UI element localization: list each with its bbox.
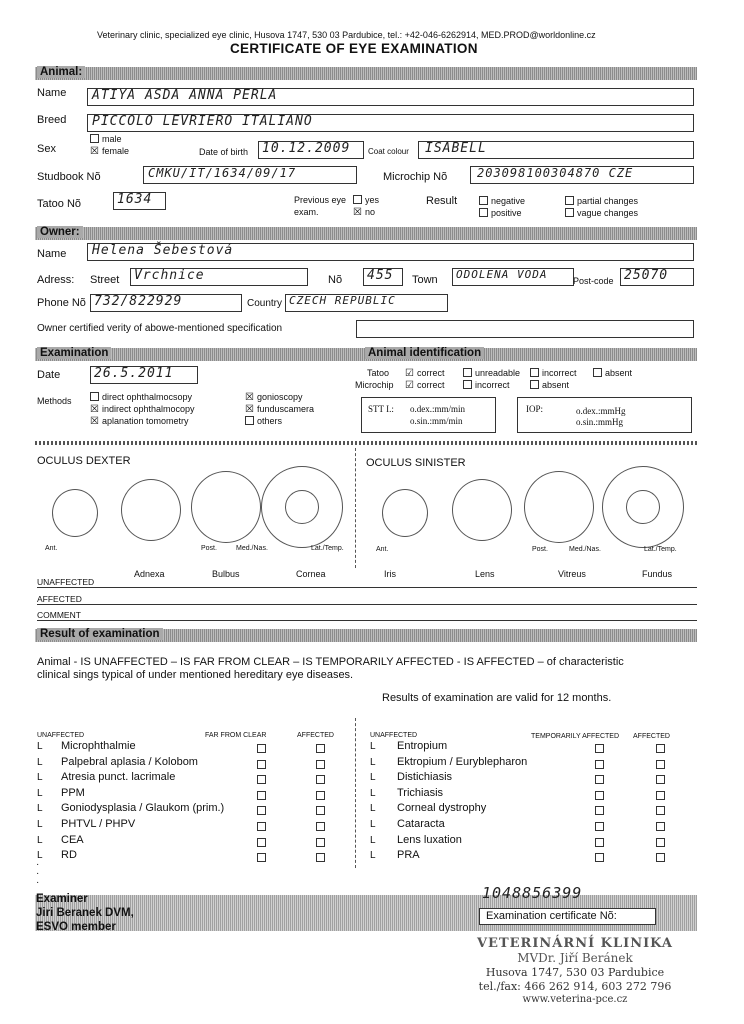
result-statement-line1: Animal - IS UNAFFECTED – IS FAR FROM CLEAR – IS TEMPORARILY AFFECTED - IS AFFECTED – of characteristic <box>37 656 624 668</box>
disease-label: PHTVL / PHPV <box>61 818 136 830</box>
studbook-label: Studbook Nõ <box>37 171 101 183</box>
postcode-field[interactable] <box>620 268 694 286</box>
page-title: CERTIFICATE OF EYE EXAMINATION <box>230 41 478 56</box>
iop-label: IOP: <box>526 404 544 414</box>
unaffected-mark[interactable]: L <box>37 819 43 830</box>
os-pupil-diagram <box>626 490 660 524</box>
coat-label: Coat colour <box>368 147 409 156</box>
validity-text: Results of examination are valid for 12 months. <box>382 692 612 704</box>
secondary-status-checkbox[interactable] <box>257 775 266 784</box>
stt-sin: o.sin.:mm/min <box>410 416 463 426</box>
address-label: Adress: <box>37 274 75 286</box>
sex-female-option[interactable]: ☒ female <box>90 146 129 157</box>
oculus-dexter-title: OCULUS DEXTER <box>37 455 131 467</box>
od-med-label: Med./Nas. <box>236 545 268 552</box>
funduscamera-checkbox-checked[interactable]: ☒ <box>245 404 254 415</box>
examination-section-band <box>35 348 697 361</box>
secondary-status-checkbox[interactable] <box>257 822 266 831</box>
owner-name-label: Name <box>37 248 67 260</box>
microchip-incorrect[interactable]: incorrect <box>463 380 510 390</box>
microchip-correct[interactable]: ☑ correct <box>405 380 445 391</box>
prev-exam-label: Previous eye <box>294 195 347 205</box>
unaffected-mark[interactable]: L <box>37 741 43 752</box>
result-vague[interactable]: vague changes <box>565 208 638 218</box>
affected-checkbox[interactable] <box>656 822 665 831</box>
tonometry-checkbox-checked[interactable]: ☒ <box>90 416 99 427</box>
vague-checkbox[interactable] <box>565 208 574 217</box>
result-label: Result <box>426 195 458 207</box>
examination-section-title: Examination <box>37 347 111 359</box>
affected-checkbox[interactable] <box>656 853 665 862</box>
unaffected-mark[interactable]: L <box>370 756 376 768</box>
result-vertical-divider <box>355 718 356 868</box>
positive-checkbox[interactable] <box>479 208 488 217</box>
left-header-unaffected: UNAFFECTED <box>37 732 85 739</box>
oculus-sinister-title: OCULUS SINISTER <box>366 457 466 469</box>
os-post-diagram <box>452 479 512 541</box>
country-field[interactable] <box>285 294 448 312</box>
disease-label: CEA <box>61 833 84 846</box>
owner-section-band <box>35 227 697 240</box>
affected-checkbox[interactable] <box>656 744 665 753</box>
yes-checkbox[interactable] <box>353 195 362 204</box>
unaffected-mark[interactable]: L <box>370 787 376 799</box>
id-microchip-label: Microchip <box>355 380 394 390</box>
affected-checkbox[interactable] <box>656 775 665 784</box>
method-direct[interactable]: direct ophthalmocsopy <box>90 392 192 402</box>
method-indirect[interactable]: ☒ indirect ophthalmocopy <box>90 404 195 415</box>
gonioscopy-checkbox-checked[interactable]: ☒ <box>245 392 254 403</box>
certificate-number-label: Examination certificate Nõ: <box>486 910 617 922</box>
tatoo-correct[interactable]: ☑ correct <box>405 368 445 379</box>
unaffected-mark[interactable]: L <box>370 819 376 830</box>
studbook-value: CMKU/IT/1634/09/17 <box>148 166 297 180</box>
unaffected-mark[interactable]: L <box>370 803 376 815</box>
eyes-vertical-divider <box>355 448 356 568</box>
secondary-status-checkbox[interactable] <box>257 853 266 862</box>
method-tonometry[interactable]: ☒ aplanation tomometry <box>90 416 189 427</box>
secondary-status-checkbox[interactable] <box>595 838 604 847</box>
unaffected-mark[interactable]: L <box>37 834 43 846</box>
phone-label: Phone Nõ <box>37 297 86 309</box>
dob-field[interactable] <box>258 141 364 159</box>
os-post-label: Post. <box>532 546 548 553</box>
unaffected-mark[interactable]: L <box>370 850 376 862</box>
col-bulbus: Bulbus <box>212 569 240 579</box>
result-statement-line2: clinical sings typical of under mentioned hereditary eye diseases. <box>37 669 354 681</box>
verity-text: Owner certified verity of abowe-mentioned specification <box>37 323 283 334</box>
exam-date-label: Date <box>37 369 61 381</box>
examiner-member: ESVO member <box>36 921 116 933</box>
disease-label: PPM <box>61 786 85 799</box>
method-funduscamera[interactable]: ☒ funduscamera <box>245 404 315 415</box>
affected-checkbox[interactable] <box>316 838 325 847</box>
affected-checkbox[interactable] <box>316 853 325 862</box>
od-lat-label: Lat./Temp. <box>311 545 344 552</box>
comment-row-line <box>37 620 697 621</box>
tatoo-unreadable-checkbox[interactable] <box>463 368 472 377</box>
prev-exam-label-2: exam. <box>294 207 319 217</box>
examiner-name: Jiri Beranek DVM, <box>36 907 134 919</box>
stt-box <box>361 397 496 433</box>
affected-checkbox[interactable] <box>316 775 325 784</box>
secondary-status-checkbox[interactable] <box>257 806 266 815</box>
owner-name-field[interactable] <box>87 243 694 261</box>
secondary-status-checkbox[interactable] <box>595 791 604 800</box>
certificate-number-value: 1048856399 <box>482 884 583 902</box>
dot-marks: · · · <box>36 859 40 888</box>
name-label: Name <box>37 87 67 99</box>
affected-row-label: AFFECTED <box>37 594 82 604</box>
result-negative[interactable]: negative <box>479 196 525 206</box>
house-no-label: Nõ <box>328 274 343 286</box>
method-others[interactable]: others <box>245 416 282 426</box>
tatoo-value: 1634 <box>117 192 153 207</box>
owner-name-value: Helena Šebestová <box>92 243 234 258</box>
unaffected-row-line <box>37 587 697 588</box>
disease-label: Distichiasis <box>397 771 453 784</box>
unaffected-mark[interactable]: L <box>37 772 43 784</box>
studbook-field[interactable] <box>143 166 357 184</box>
disease-label: Corneal dystrophy <box>397 802 487 815</box>
affected-row-line <box>37 604 697 605</box>
affected-checkbox[interactable] <box>656 791 665 800</box>
od-post-diagram <box>121 479 181 541</box>
od-pupil-diagram <box>285 490 319 524</box>
negative-checkbox[interactable] <box>479 196 488 205</box>
animal-section-title: Animal: <box>37 66 85 78</box>
unaffected-mark[interactable]: L <box>37 787 43 799</box>
country-label: Country <box>247 298 283 309</box>
iop-box <box>517 397 692 433</box>
town-value: ODOLENA VODA <box>456 268 548 281</box>
country-value: CZECH REPUBLIC <box>289 294 396 307</box>
animal-name-field[interactable] <box>87 88 694 106</box>
tatoo-incorrect-checkbox[interactable] <box>530 368 539 377</box>
unaffected-mark[interactable]: L <box>37 803 43 815</box>
secondary-status-checkbox[interactable] <box>257 744 266 753</box>
col-lens: Lens <box>475 569 495 579</box>
secondary-status-checkbox[interactable] <box>257 760 266 769</box>
microchip-incorrect-checkbox[interactable] <box>463 380 472 389</box>
right-header-temp: TEMPORARILY AFFECTED <box>531 733 620 740</box>
result-positive[interactable]: positive <box>479 208 522 218</box>
left-header-far: FAR FROM CLEAR <box>205 732 267 739</box>
house-no-value: 455 <box>367 268 394 283</box>
affected-checkbox[interactable] <box>656 806 665 815</box>
tatoo-label: Tatoo Nõ <box>37 198 82 210</box>
od-ant-label: Ant. <box>45 545 58 552</box>
street-label: Street <box>90 274 120 286</box>
house-no-field[interactable] <box>363 268 403 286</box>
stt-label: STT I.: <box>368 404 394 414</box>
iop-sin: o.sin.:mmHg <box>576 417 624 427</box>
exam-date-value: 26.5.2011 <box>94 366 174 381</box>
partial-checkbox[interactable] <box>565 196 574 205</box>
tatoo-unreadable[interactable]: unreadable <box>463 368 520 378</box>
clinic-header: Veterinary clinic, specialized eye clinic, Husova 1747, 530 03 Pardubice, tel.: +42-046-6262914, MED.PROD@worldonline.cz <box>97 30 596 40</box>
tatoo-absent[interactable]: absent <box>593 368 632 378</box>
affected-checkbox[interactable] <box>316 822 325 831</box>
col-adnexa: Adnexa <box>134 569 165 579</box>
disease-label: Cataracta <box>397 818 445 830</box>
breed-value: PICCOLO LEVRIERO ITALIANO <box>92 114 313 129</box>
right-header-affected: AFFECTED <box>633 733 670 740</box>
certificate-number-field[interactable] <box>479 908 656 925</box>
affected-checkbox[interactable] <box>656 760 665 769</box>
unaffected-row-label: UNAFFECTED <box>37 577 95 587</box>
microchip-absent[interactable]: absent <box>530 380 569 390</box>
secondary-status-checkbox[interactable] <box>595 744 604 753</box>
stamp-web: www.veterina-pce.cz <box>522 994 628 1005</box>
others-checkbox[interactable] <box>245 416 254 425</box>
postcode-value: 25070 <box>624 268 669 283</box>
disease-label: PRA <box>397 849 420 862</box>
direct-checkbox[interactable] <box>90 392 99 401</box>
unaffected-mark[interactable]: L <box>37 756 43 768</box>
col-fundus: Fundus <box>642 569 673 579</box>
exam-date-field[interactable] <box>90 366 198 384</box>
id-tatoo-label: Tatoo <box>367 368 390 378</box>
col-cornea: Cornea <box>296 569 326 579</box>
identification-section-title: Animal identification <box>365 347 484 359</box>
microchip-field[interactable] <box>470 166 694 184</box>
left-header-affected: AFFECTED <box>297 732 334 739</box>
os-med-label: Med./Nas. <box>569 546 601 553</box>
indirect-checkbox-checked[interactable]: ☒ <box>90 404 99 415</box>
coat-value: ISABELL <box>425 141 487 156</box>
col-iris: Iris <box>384 569 396 579</box>
street-value: Vrchnice <box>134 268 205 283</box>
dob-value: 10.12.2009 <box>262 141 351 156</box>
affected-checkbox[interactable] <box>316 806 325 815</box>
stamp-phone: tel./fax: 466 262 914, 603 272 796 <box>478 980 672 993</box>
microchip-absent-checkbox[interactable] <box>530 380 539 389</box>
microchip-value: 203098100304870 CZE <box>477 166 634 180</box>
unaffected-mark[interactable]: L <box>37 850 43 862</box>
breed-field[interactable] <box>87 114 694 132</box>
tatoo-absent-checkbox[interactable] <box>593 368 602 377</box>
disease-label: Ektropium / Euryblepharon <box>397 755 528 768</box>
method-gonioscopy[interactable]: ☒ gonioscopy <box>245 392 303 403</box>
od-med-diagram <box>191 471 261 543</box>
os-ant-diagram <box>382 489 428 537</box>
os-lat-label: Lat./Temp. <box>644 546 677 553</box>
prev-exam-yes[interactable]: yes <box>353 195 379 205</box>
affected-checkbox[interactable] <box>656 838 665 847</box>
street-field[interactable] <box>130 268 308 286</box>
disease-label: Lens luxation <box>397 833 462 846</box>
phone-field[interactable] <box>90 294 242 312</box>
phone-value: 732/822929 <box>94 294 183 309</box>
stamp-address: Husova 1747, 530 03 Pardubice <box>485 966 665 979</box>
methods-label: Methods <box>37 396 72 406</box>
iop-dex: o.dex.:mmHg <box>576 406 626 416</box>
dob-label: Date of birth <box>199 147 249 157</box>
stamp-clinic-name: VETERINÁRNÍ KLINIKA <box>476 936 674 951</box>
male-checkbox[interactable] <box>90 134 99 143</box>
secondary-status-checkbox[interactable] <box>595 853 604 862</box>
owner-section-title: Owner: <box>37 226 83 238</box>
col-vitreus: Vitreus <box>558 569 586 579</box>
breed-label: Breed <box>37 114 67 126</box>
postcode-label: Post-code <box>573 276 614 286</box>
result-section-title: Result of examination <box>37 628 163 640</box>
result-section-band <box>35 629 697 642</box>
female-checkbox-checked[interactable]: ☒ <box>90 146 99 157</box>
disease-label: Trichiasis <box>397 786 444 799</box>
secondary-status-checkbox[interactable] <box>595 806 604 815</box>
no-checkbox-checked[interactable]: ☒ <box>353 207 362 218</box>
tatoo-incorrect[interactable]: incorrect <box>530 368 577 378</box>
disease-label: Microphthalmie <box>61 740 136 752</box>
examiner-label: Examiner <box>36 893 88 905</box>
town-field[interactable] <box>452 268 574 286</box>
disease-label: Palpebral aplasia / Kolobom <box>61 755 198 768</box>
disease-label: Atresia punct. lacrimale <box>61 771 176 784</box>
town-label: Town <box>412 274 438 286</box>
secondary-status-checkbox[interactable] <box>595 760 604 769</box>
secondary-status-checkbox[interactable] <box>257 838 266 847</box>
os-ant-label: Ant. <box>376 546 389 553</box>
owner-signature-field[interactable] <box>356 320 694 338</box>
animal-section-band <box>35 67 697 80</box>
unaffected-mark[interactable]: L <box>370 772 376 784</box>
unaffected-mark[interactable]: L <box>370 741 376 752</box>
unaffected-mark[interactable]: L <box>370 834 376 846</box>
affected-checkbox[interactable] <box>316 791 325 800</box>
prev-exam-no[interactable]: ☒ no <box>353 207 375 218</box>
stt-dex: o.dex.:mm/min <box>410 404 465 414</box>
secondary-status-checkbox[interactable] <box>595 775 604 784</box>
os-med-diagram <box>524 471 594 543</box>
coat-field[interactable] <box>418 141 694 159</box>
tatoo-correct-checkbox[interactable]: ☑ <box>405 368 414 379</box>
sex-label: Sex <box>37 143 56 155</box>
right-header-unaffected: UNAFFECTED <box>370 732 418 739</box>
sex-male-option[interactable]: male <box>90 134 122 144</box>
disease-label: Goniodysplasia / Glaukom (prim.) <box>61 802 225 815</box>
stamp-doctor: MVDr. Jiří Beránek <box>517 951 633 965</box>
tatoo-field[interactable] <box>113 192 166 210</box>
secondary-status-checkbox[interactable] <box>257 791 266 800</box>
od-ant-diagram <box>52 489 98 537</box>
comment-row-label: COMMENT <box>37 610 81 620</box>
disease-label: Entropium <box>397 740 448 752</box>
microchip-label: Microchip Nõ <box>383 171 448 183</box>
animal-name-value: ATIYA ASDA ANNA PERLA <box>92 88 278 103</box>
disease-label: RD <box>61 849 77 862</box>
od-post-label: Post. <box>201 545 217 552</box>
affected-checkbox[interactable] <box>316 760 325 769</box>
affected-checkbox[interactable] <box>316 744 325 753</box>
result-partial[interactable]: partial changes <box>565 196 638 206</box>
microchip-correct-checkbox[interactable]: ☑ <box>405 380 414 391</box>
secondary-status-checkbox[interactable] <box>595 822 604 831</box>
eyes-top-divider <box>35 441 697 445</box>
